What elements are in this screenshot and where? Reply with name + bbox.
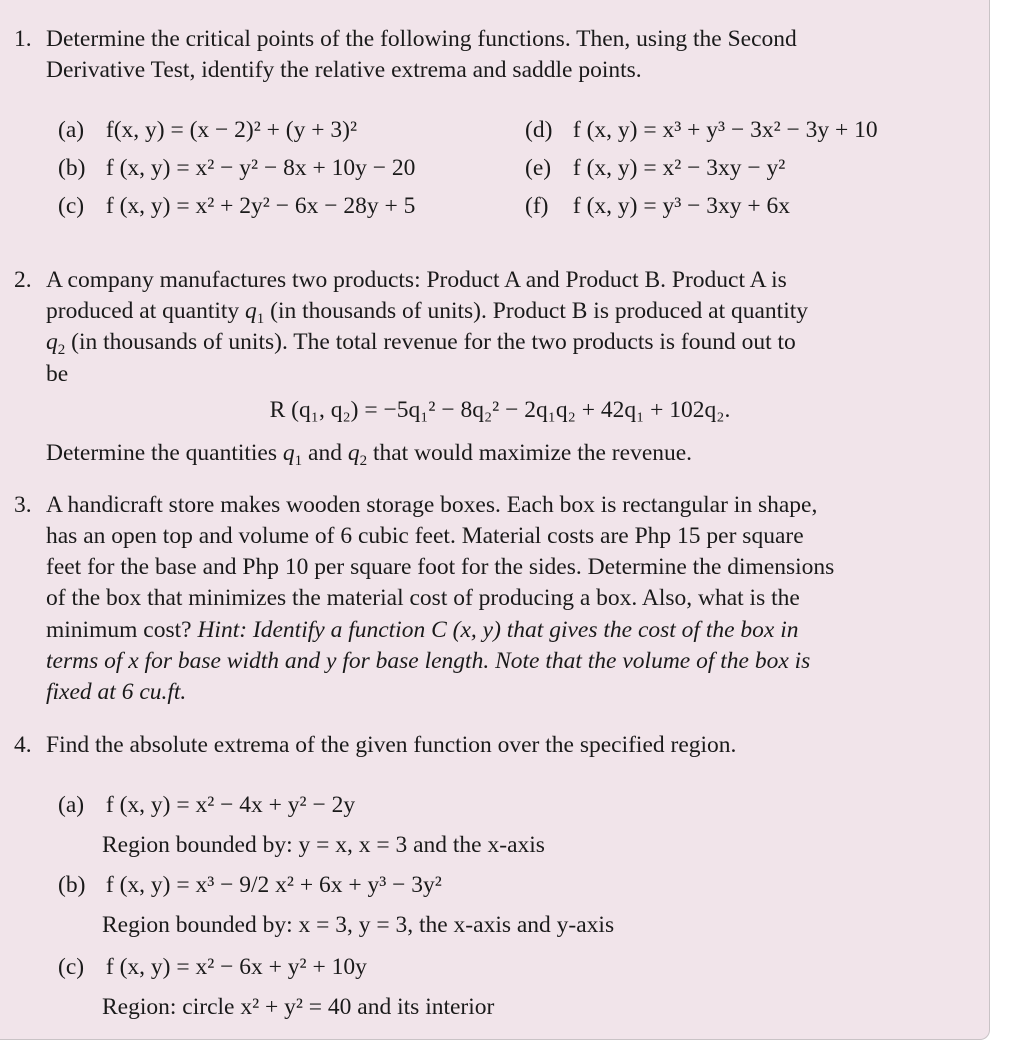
problem-2-text-line5: Determine the quantities $q_1$ and $q_2$ that would maximize the revenue. xyxy=(46,440,693,469)
problem-1e xyxy=(525,153,785,184)
item-label: (b) xyxy=(58,155,86,181)
item-expr: f (x, y) = x² − 4x + y² − 2y xyxy=(105,792,356,818)
item-expr: f (x, y) = x³ − 9/2 x² + 6x + y³ − 3y² xyxy=(105,872,442,898)
problem-1a xyxy=(58,115,357,146)
problem-3-text-line5: minimum cost? Hint: Identify a function C (x, y) that gives the cost of the box in xyxy=(46,617,799,643)
problem-4c xyxy=(58,952,367,983)
item-label: (a) xyxy=(58,792,85,818)
problem-4b-region: Region bounded by: x = 3, y = 3, the x-axis and y-axis xyxy=(102,912,615,938)
problem-4a xyxy=(58,790,355,821)
problem-1-number: 1. xyxy=(14,26,32,52)
item-label: (a) xyxy=(58,117,85,143)
item-label: (b) xyxy=(58,872,86,898)
problem-4a-region: Region bounded by: y = x, x = 3 and the x-axis xyxy=(102,832,545,858)
item-label: (e) xyxy=(525,155,552,181)
problem-3-text-line2: has an open top and volume of 6 cubic feet. Material costs are Php 15 per square xyxy=(46,523,804,549)
problem-4-text-line1: Find the absolute extrema of the given function over the specified region. xyxy=(46,732,737,758)
problem-2-text-line4: be xyxy=(46,361,69,387)
problem-1d xyxy=(525,115,878,146)
problem-1-text-line2: Derivative Test, identify the relative extrema and saddle points. xyxy=(46,57,642,83)
item-expr: f (x, y) = x³ + y³ − 3x² − 3y + 10 xyxy=(572,117,878,143)
hint-text: Hint: Identify a function C (x, y) that gives the cost of the box in xyxy=(197,617,799,643)
item-expr: f(x, y) = (x − 2)² + (y + 3)² xyxy=(105,117,358,143)
item-label: (d) xyxy=(525,117,553,143)
item-expr: f (x, y) = x² − 3xy − y² xyxy=(572,155,786,181)
problem-3-text-line6: terms of x for base width and y for base length. Note that the volume of the box is xyxy=(46,648,811,674)
item-expr: f (x, y) = x² + 2y² − 6x − 28y + 5 xyxy=(105,193,416,219)
problem-4c-region: Region: circle x² + y² = 40 and its interior xyxy=(102,994,495,1020)
problem-2-number: 2. xyxy=(14,267,32,293)
problem-3-text-line4: of the box that minimizes the material cost of producing a box. Also, what is the xyxy=(46,585,800,611)
problem-1-text-line1: Determine the critical points of the following functions. Then, using the Second xyxy=(46,26,797,52)
problem-3-text-line3: feet for the base and Php 10 per square foot for the sides. Determine the dimensions xyxy=(46,554,835,580)
item-label: (c) xyxy=(58,954,85,980)
problem-3-number: 3. xyxy=(14,492,32,518)
problem-1c xyxy=(58,191,415,222)
problem-4b xyxy=(58,870,442,901)
problem-2-text-line1: A company manufactures two products: Product A and Product B. Product A is xyxy=(46,267,787,293)
problem-3-text-line7: fixed at 6 cu.ft. xyxy=(46,679,187,705)
problem-2-text-line2: produced at quantity $q_1$ (in thousands of units). Product B is produced at quantity xyxy=(46,298,808,327)
problem-3-text-line1: A handicraft store makes wooden storage boxes. Each box is rectangular in shape, xyxy=(46,492,818,518)
revenue-equation: R (q₁, q₂) = −5q₁² − 8q₂² − 2q₁q₂ + 42q₁ + 102q₂. xyxy=(269,397,731,423)
item-label: (f) xyxy=(525,193,549,219)
item-expr: f (x, y) = x² − 6x + y² + 10y xyxy=(105,954,367,980)
item-label: (c) xyxy=(58,193,85,219)
problem-4-number: 4. xyxy=(14,732,32,758)
item-expr: f (x, y) = x² − y² − 8x + 10y − 20 xyxy=(105,155,416,181)
problem-2-text-line3: $q_2$ (in thousands of units). The total revenue for the two products is found out to xyxy=(46,329,796,358)
problem-1b xyxy=(58,153,415,184)
item-expr: f (x, y) = y³ − 3xy + 6x xyxy=(572,193,791,219)
problem-1f xyxy=(525,191,790,222)
